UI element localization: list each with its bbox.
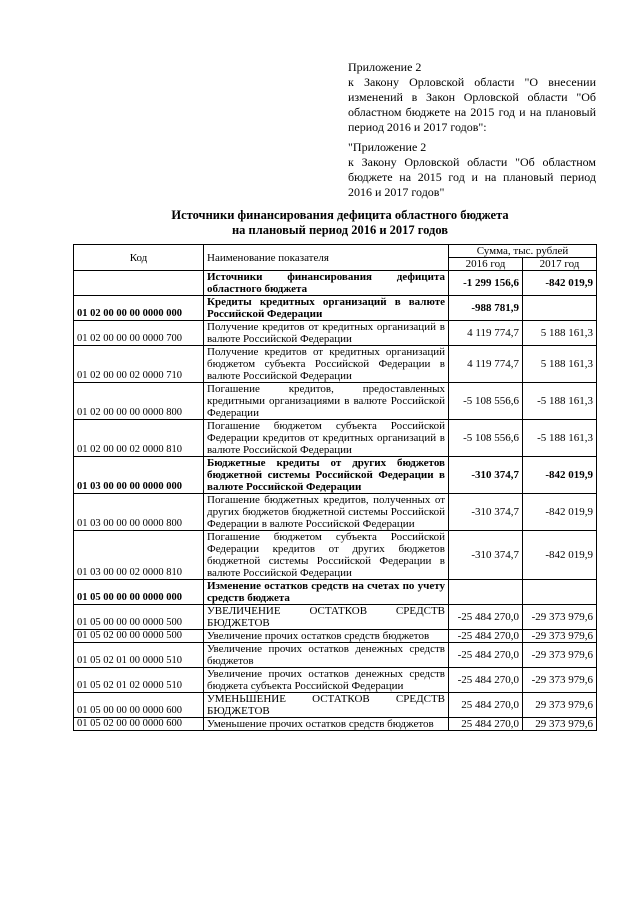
row-value-2017	[523, 296, 597, 321]
row-name: Погашение бюджетом субъекта Российской Федерации кредитов от кредитных организаций в валюте Российской Федерации	[204, 420, 449, 457]
appendix-header-original	[348, 140, 596, 200]
row-value-2017: -842 019,9	[523, 494, 597, 531]
row-value-2017: 29 373 979,6	[523, 693, 597, 718]
row-value-2016: -25 484 270,0	[449, 668, 523, 693]
row-name: Увеличение прочих остатков средств бюджетов	[204, 630, 449, 643]
row-name: Погашение бюджетных кредитов, полученных от других бюджетов бюджетной системы Российской Федерации в валюте Российской Федерации	[204, 494, 449, 531]
row-value-2017: 5 188 161,3	[523, 346, 597, 383]
row-code	[74, 271, 204, 296]
header-year-2016: 2016 год	[449, 258, 523, 271]
table-row	[74, 420, 597, 457]
header-sum: Сумма, тыс. рублей	[449, 245, 597, 258]
row-code: 01 02 00 00 02 0000 710	[74, 346, 204, 383]
row-name: Погашение кредитов, предоставленных кредитными организациями в валюте Российской Федерации	[204, 383, 449, 420]
row-value-2017: -29 373 979,6	[523, 630, 597, 643]
appendix-law-reference: к Закону Орловской области "Об областном бюджете на 2015 год и на плановый период 2016 и 2017 годов"	[348, 155, 596, 199]
row-value-2016: -25 484 270,0	[449, 605, 523, 630]
row-code: 01 05 00 00 00 0000 500	[74, 605, 204, 630]
row-value-2017: -5 188 161,3	[523, 383, 597, 420]
table-row	[74, 668, 597, 693]
row-value-2016: -310 374,7	[449, 531, 523, 580]
row-value-2016: -25 484 270,0	[449, 643, 523, 668]
header-name: Наименование показателя	[204, 245, 449, 271]
row-name: Уменьшение прочих остатков средств бюджетов	[204, 718, 449, 731]
row-code: 01 02 00 00 02 0000 810	[74, 420, 204, 457]
row-name: Увеличение прочих остатков денежных средств бюджета субъекта Российской Федерации	[204, 668, 449, 693]
document-title-line-1: Источники финансирования дефицита областного бюджета	[171, 208, 509, 222]
row-value-2016: -5 108 556,6	[449, 383, 523, 420]
row-value-2016: -1 299 156,6	[449, 271, 523, 296]
row-value-2017: -29 373 979,6	[523, 643, 597, 668]
table-header	[74, 245, 597, 271]
appendix-header-current	[348, 60, 596, 135]
row-value-2016: -988 781,9	[449, 296, 523, 321]
row-value-2016	[449, 580, 523, 605]
row-code: 01 02 00 00 00 0000 700	[74, 321, 204, 346]
row-value-2016: 25 484 270,0	[449, 693, 523, 718]
row-value-2017: -842 019,9	[523, 531, 597, 580]
table-row	[74, 457, 597, 494]
row-value-2016: 4 119 774,7	[449, 346, 523, 383]
row-name: УВЕЛИЧЕНИЕ ОСТАТКОВ СРЕДСТВ БЮДЖЕТОВ	[204, 605, 449, 630]
table-row	[74, 630, 597, 643]
row-code: 01 05 02 01 00 0000 510	[74, 643, 204, 668]
financing-sources-table	[73, 244, 597, 731]
row-value-2016: -25 484 270,0	[449, 630, 523, 643]
table-row	[74, 693, 597, 718]
row-value-2017: 5 188 161,3	[523, 321, 597, 346]
row-name: Источники финансирования дефицита областного бюджета	[204, 271, 449, 296]
row-value-2016: -310 374,7	[449, 457, 523, 494]
row-name: Бюджетные кредиты от других бюджетов бюджетной системы Российской Федерации в валюте Российской Федерации	[204, 457, 449, 494]
table-row	[74, 321, 597, 346]
row-code: 01 03 00 00 00 0000 800	[74, 494, 204, 531]
table-row	[74, 718, 597, 731]
appendix-number: "Приложение 2	[348, 140, 427, 154]
table-row	[74, 494, 597, 531]
row-code: 01 05 02 00 00 0000 500	[74, 630, 204, 643]
row-value-2016: 4 119 774,7	[449, 321, 523, 346]
row-code: 01 05 00 00 00 0000 600	[74, 693, 204, 718]
document-title	[60, 208, 620, 238]
header-code: Код	[74, 245, 204, 271]
row-name: Погашение бюджетом субъекта Российской Федерации кредитов от других бюджетов бюджетной системы Российской Федерации в валюте Российской Федерации	[204, 531, 449, 580]
row-name: Получение кредитов от кредитных организаций в валюте Российской Федерации	[204, 321, 449, 346]
table-row	[74, 580, 597, 605]
document-title-line-2: на плановый период 2016 и 2017 годов	[231, 223, 449, 237]
row-value-2016: -310 374,7	[449, 494, 523, 531]
row-name: Изменение остатков средств на счетах по учету средств бюджета	[204, 580, 449, 605]
table-body	[74, 271, 597, 731]
table-row	[74, 271, 597, 296]
row-code: 01 02 00 00 00 0000 800	[74, 383, 204, 420]
row-value-2017: -842 019,9	[523, 271, 597, 296]
row-code: 01 02 00 00 00 0000 000	[74, 296, 204, 321]
row-code: 01 03 00 00 00 0000 000	[74, 457, 204, 494]
table-row	[74, 296, 597, 321]
table-row	[74, 531, 597, 580]
row-value-2017: -29 373 979,6	[523, 668, 597, 693]
row-value-2017: -5 188 161,3	[523, 420, 597, 457]
appendix-number: Приложение 2	[348, 60, 422, 74]
row-value-2016: 25 484 270,0	[449, 718, 523, 731]
row-code: 01 05 02 00 00 0000 600	[74, 718, 204, 731]
row-value-2017: -842 019,9	[523, 457, 597, 494]
row-code: 01 05 02 01 02 0000 510	[74, 668, 204, 693]
header-year-2017: 2017 год	[523, 258, 597, 271]
row-name: Увеличение прочих остатков денежных средств бюджетов	[204, 643, 449, 668]
appendix-law-reference: к Закону Орловской области "О внесении изменений в Закон Орловской области "Об областном бюджете на 2015 год и на плановый период 2016 и 2017 годов":	[348, 75, 596, 134]
table-row	[74, 383, 597, 420]
row-code: 01 05 00 00 00 0000 000	[74, 580, 204, 605]
row-name: Получение кредитов от кредитных организаций бюджетом субъекта Российской Федерации в валюте Российской Федерации	[204, 346, 449, 383]
table-row	[74, 605, 597, 630]
row-value-2017: 29 373 979,6	[523, 718, 597, 731]
row-value-2017: -29 373 979,6	[523, 605, 597, 630]
row-name: Кредиты кредитных организаций в валюте Российской Федерации	[204, 296, 449, 321]
table-row	[74, 643, 597, 668]
row-code: 01 03 00 00 02 0000 810	[74, 531, 204, 580]
row-value-2017	[523, 580, 597, 605]
row-name: УМЕНЬШЕНИЕ ОСТАТКОВ СРЕДСТВ БЮДЖЕТОВ	[204, 693, 449, 718]
row-value-2016: -5 108 556,6	[449, 420, 523, 457]
table-row	[74, 346, 597, 383]
